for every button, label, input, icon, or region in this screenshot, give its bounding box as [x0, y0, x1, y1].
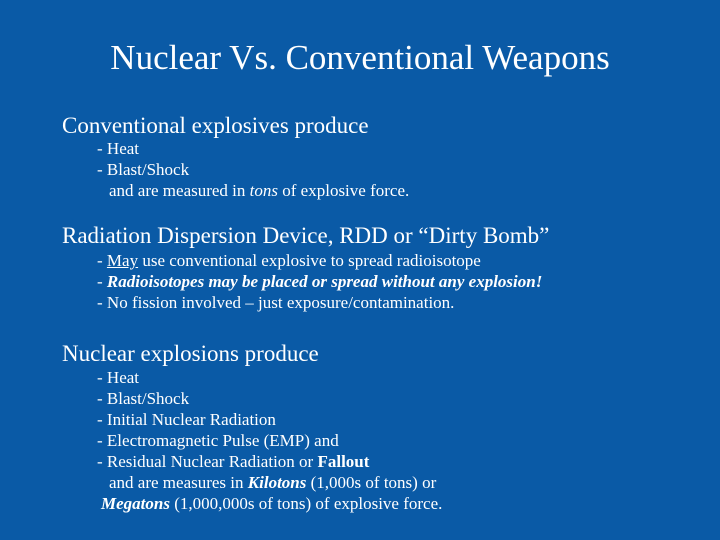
- may-underlined: May: [106, 251, 139, 270]
- measure-text-end: of explosive force.: [278, 181, 410, 200]
- dash: -: [97, 251, 107, 270]
- nuclear-measure-line-2: [97, 493, 442, 514]
- conventional-heading: Conventional explosives produce: [62, 113, 369, 138]
- nuclear-heading: Nuclear explosions produce: [62, 341, 319, 366]
- nuclear-item-blast: - Blast/Shock: [97, 389, 190, 408]
- measure-text-end: (1,000,000s of tons) of explosive force.: [169, 494, 443, 513]
- nuclear-item-initial-radiation: - Initial Nuclear Radiation: [97, 410, 276, 429]
- rdd-item-may-text: use conventional explosive to spread radioisotope: [138, 251, 481, 270]
- tons-emphasis: tons: [249, 181, 279, 200]
- measure-text-end: (1,000s of tons) or: [306, 473, 437, 492]
- conventional-list: [97, 138, 409, 201]
- nuclear-item-heat: - Heat: [97, 368, 140, 387]
- rdd-heading: Radiation Dispersion Device, RDD or “Dirty Bomb”: [62, 223, 550, 248]
- megatons-emphasis: Megatons: [101, 494, 170, 513]
- conventional-measure-line: [97, 180, 409, 201]
- conventional-item-blast: - Blast/Shock: [97, 160, 190, 179]
- conventional-item-heat: - Heat: [97, 139, 140, 158]
- rdd-item-no-explosion: [97, 271, 542, 292]
- fallout-text: - Residual Nuclear Radiation or: [97, 452, 318, 471]
- nuclear-measure-line-1: [97, 472, 442, 493]
- rdd-item-may: [97, 250, 542, 271]
- rdd-item-no-fission: - No fission involved – just exposure/contamination.: [97, 293, 455, 312]
- measure-text: and are measures in: [109, 473, 248, 492]
- nuclear-list: [97, 367, 442, 514]
- rdd-list: [97, 250, 542, 313]
- no-explosion-emphasis: Radioisotopes may be placed or spread without any explosion!: [106, 272, 543, 291]
- fallout-bold: Fallout: [317, 452, 370, 471]
- kilotons-emphasis: Kilotons: [247, 473, 307, 492]
- nuclear-item-emp: - Electromagnetic Pulse (EMP) and: [97, 431, 339, 450]
- dash: -: [97, 272, 107, 291]
- nuclear-item-fallout: [97, 451, 442, 472]
- measure-text: and are measured in: [109, 181, 250, 200]
- slide-title: Nuclear Vs. Conventional Weapons: [110, 38, 610, 77]
